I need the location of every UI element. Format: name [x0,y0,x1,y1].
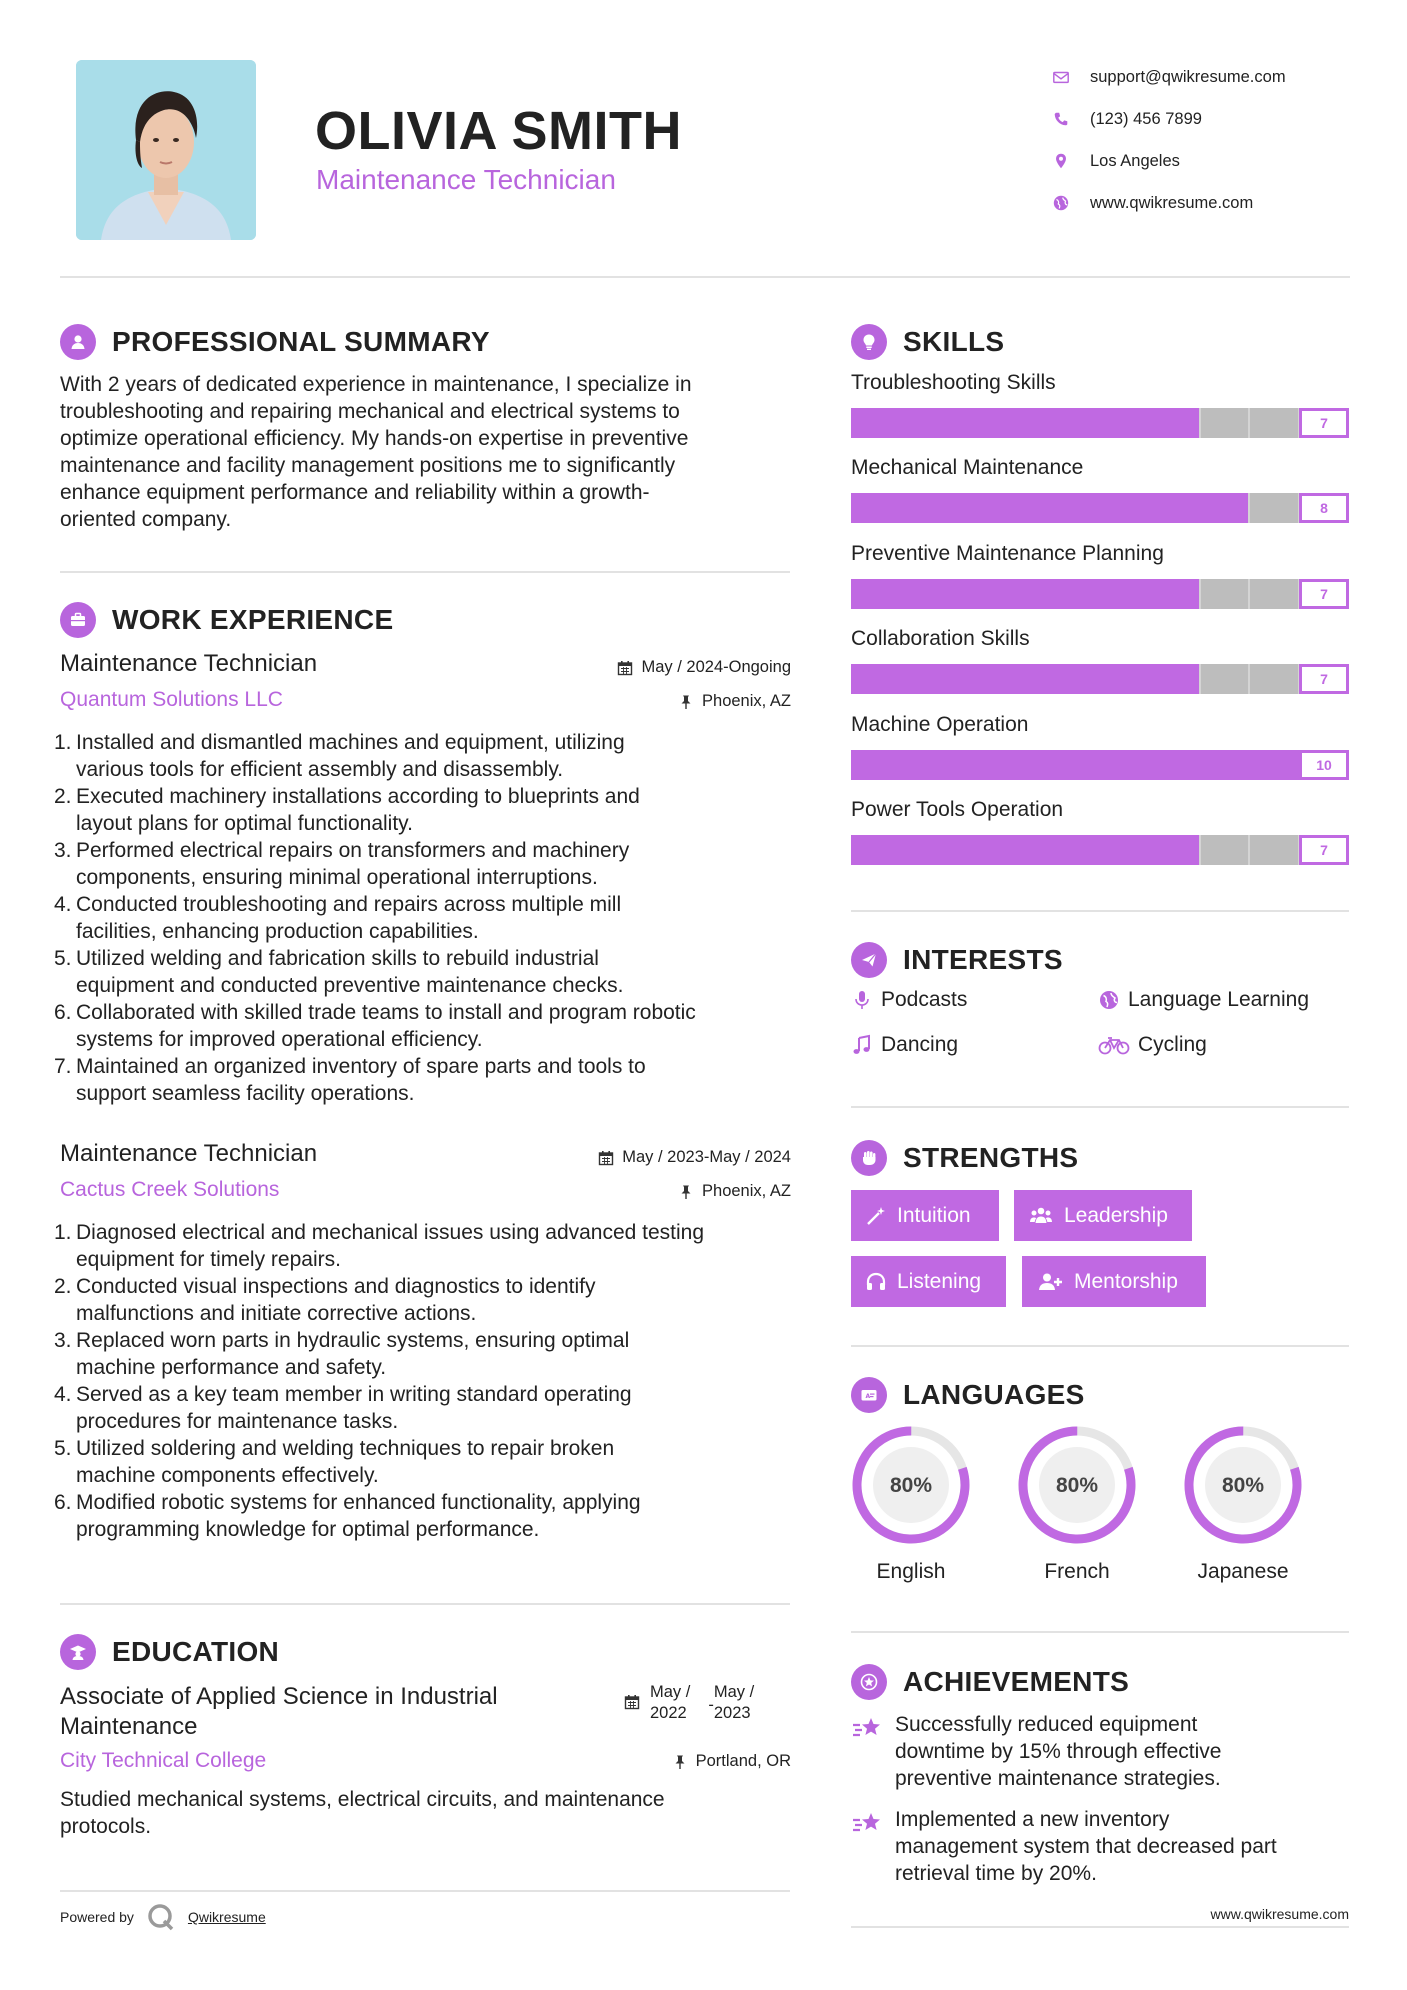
skill-bar-tick [1099,408,1101,438]
list-item: 6. Collaborated with skilled trade teams to install and program robotic systems for improved operational efficiency. [54,1001,696,1051]
website-text: www.qwikresume.com [1090,193,1254,212]
skill-bar-tick [1199,408,1201,438]
skill-bar-tick [950,579,952,609]
experience-heading [60,602,393,638]
job-title: Maintenance Technician [60,1140,318,1167]
footer-powered-by [60,1902,266,1932]
strength-label: Listening [897,1269,982,1293]
skill-bar-tick [999,579,1001,609]
skill-bar-tick [1199,835,1201,865]
education-title: EDUCATION [112,1636,280,1667]
skill-bar-fill [851,835,1200,865]
job-title: Maintenance Technician [60,650,318,677]
skill-bar-tick [950,493,952,523]
interest-item-language-learning [1098,988,1309,1012]
skill-bar-tick [900,835,902,865]
job-location-text: Phoenix, AZ [702,1182,791,1200]
summary-line: troubleshooting and repairing mechanical and electrical systems to [60,400,680,423]
globe-icon [1052,194,1070,212]
skill-bar-tick [900,408,902,438]
education-date [624,1682,754,1724]
paper-plane-icon [851,942,887,978]
skill-value-badge: 7 [1299,664,1349,694]
skill-bar-tick [1149,835,1151,865]
language-label: English [876,1560,946,1583]
degree-line: Maintenance [60,1713,198,1740]
skill-bar-tick [1049,750,1051,780]
edu-location-text: Portland, OR [695,1752,791,1770]
job-date-text: May / 2023-May / 2024 [622,1148,791,1166]
skill-bar-tick [1049,493,1051,523]
skill-bar [851,493,1349,523]
skill-bar [851,408,1349,438]
briefcase-icon [60,602,96,638]
skill-bar-tick [1248,408,1250,438]
pushpin-icon [672,1754,688,1770]
skill-bar-tick [900,493,902,523]
summary-heading [60,324,490,360]
edu-date-sep: - [708,1696,714,1714]
job-date [617,658,791,677]
star-badge-icon [851,1664,887,1700]
strength-label: Intuition [897,1203,971,1227]
summary-divider [60,571,790,573]
pushpin-icon [678,1184,694,1200]
skill-bar-fill [851,664,1200,694]
languages-heading [851,1377,1085,1413]
skill-value-badge: 8 [1299,493,1349,523]
interest-item-dancing [851,1033,958,1057]
skill-value-badge: 7 [1299,579,1349,609]
languages-title: LANGUAGES [903,1379,1085,1410]
skill-bar-tick [950,664,952,694]
languages-divider [851,1631,1349,1633]
skill-label: Machine Operation [851,712,1029,736]
education-heading [60,1634,279,1670]
job-bullets [54,729,808,1107]
headphones-icon [865,1271,887,1293]
skill-bar-tick [1248,750,1250,780]
microphone-icon [851,989,873,1011]
job-location [678,692,791,711]
skills-divider [851,910,1349,912]
shooting-star-icon [851,1711,885,1745]
brand-link[interactable]: Qwikresume [187,1909,266,1925]
achievements-divider [851,1926,1349,1928]
candidate-name: OLIVIA SMITH [315,101,682,161]
summary-title: PROFESSIONAL SUMMARY [112,326,490,357]
strengths-heading [851,1140,1078,1176]
calendar-icon [617,660,633,676]
contact-location [1050,140,1370,182]
skill-bar-tick [1049,664,1051,694]
location-text: Los Angeles [1090,151,1180,170]
skill-bar-tick [1049,579,1051,609]
summary-line: oriented company. [60,508,232,531]
interest-label: Cycling [1138,1033,1207,1056]
header-divider [60,276,1350,278]
footer-website[interactable]: www.qwikresume.com [1210,1906,1349,1922]
globe-icon [1098,989,1120,1011]
qwikresume-logo-icon [146,1902,176,1932]
contact-phone[interactable] [1050,98,1370,140]
skill-bar-tick [1199,579,1201,609]
strengths-divider [851,1345,1349,1347]
achievement-line: retrieval time by 20%. [895,1862,1097,1885]
shooting-star-icon [851,1806,885,1840]
job-bullets [54,1219,808,1543]
skill-bar-tick [1149,408,1151,438]
skill-bar-tick [1149,750,1151,780]
summary-line: maintenance and facility management positions me to significantly [60,454,676,477]
candidate-role: Maintenance Technician [316,164,616,195]
language-card-icon [851,1377,887,1413]
phone-icon [1052,110,1070,128]
skill-bar [851,579,1349,609]
skill-bar-tick [1099,664,1101,694]
language-label: French [1044,1560,1110,1583]
interests-heading [851,942,1063,978]
skill-label: Preventive Maintenance Planning [851,541,1164,565]
bicycle-icon [1098,1034,1130,1056]
interests-title: INTERESTS [903,944,1063,975]
achievements-title: ACHIEVEMENTS [903,1666,1130,1697]
graduate-icon [60,1634,96,1670]
list-item: 7. Maintained an organized inventory of spare parts and tools to support seamless facility operations. [54,1055,646,1105]
skill-bar-fill [851,408,1200,438]
music-note-icon [851,1034,873,1056]
skill-label: Troubleshooting Skills [851,371,1056,394]
achievement-line: preventive maintenance strategies. [895,1767,1221,1790]
job-location-text: Phoenix, AZ [702,692,791,710]
skill-bar-tick [1199,750,1201,780]
strength-tag-mentorship [1022,1256,1206,1307]
skill-bar-tick [1248,664,1250,694]
strength-tag-leadership [1014,1190,1192,1241]
degree-title [60,1682,498,1742]
strengths-title: STRENGTHS [903,1142,1079,1173]
experience-divider [60,1603,790,1605]
summary-text [60,371,800,533]
language-percent: 80% [1055,1474,1099,1497]
list-item: 2. Conducted visual inspections and diagnostics to identify malfunctions and initiate corrective actions. [54,1275,596,1325]
language-progress-ring [1182,1424,1304,1546]
edu-desc-line: protocols. [60,1815,152,1838]
achievement-item [851,1806,1277,1887]
user-plus-icon [1036,1271,1064,1293]
skill-bar-tick [900,664,902,694]
skill-bar-tick [1099,493,1101,523]
skill-label: Collaboration Skills [851,627,1030,651]
skill-bar [851,835,1349,865]
profile-photo [76,60,256,240]
skill-bar [851,750,1349,780]
skill-bar-tick [950,408,952,438]
strength-label: Mentorship [1074,1269,1178,1293]
skill-bar-tick [1248,579,1250,609]
summary-line: enhance equipment performance and reliability within a growth- [60,481,650,504]
job-company: Quantum Solutions LLC [60,688,283,711]
skill-bar-tick [1248,493,1250,523]
skill-bar-tick [1049,835,1051,865]
envelope-icon [1052,68,1070,86]
skill-bar-tick [1049,408,1051,438]
education-description [60,1786,800,1840]
skill-bar-tick [999,493,1001,523]
edu-date-start: 2022 [650,1704,687,1722]
skill-bar-tick [1149,579,1151,609]
list-item: 2. Executed machinery installations according to blueprints and layout plans for optimal functionality. [54,785,640,835]
interest-label: Language Learning [1128,988,1310,1011]
achievement-line: Successfully reduced equipment [895,1713,1198,1736]
job-date-text: May / 2024-Ongoing [641,658,791,676]
contact-email[interactable] [1050,56,1370,98]
experience-title: WORK EXPERIENCE [112,604,394,635]
skill-bar-tick [900,750,902,780]
language-percent: 80% [1221,1474,1265,1497]
achievement-item [851,1711,1221,1792]
skill-bar-tick [999,664,1001,694]
skills-title: SKILLS [903,326,1005,357]
interest-label: Podcasts [881,988,968,1011]
job-location [678,1182,791,1201]
powered-by-text: Powered by [60,1909,134,1925]
svg-text:A: A [865,1393,871,1400]
phone-text: (123) 456 7899 [1090,109,1202,128]
map-pin-icon [1052,152,1070,170]
skill-bar-tick [1199,493,1201,523]
language-progress-ring [850,1424,972,1546]
skill-bar-tick [1149,664,1151,694]
strength-label: Leadership [1064,1203,1168,1227]
list-item: 3. Replaced worn parts in hydraulic systems, ensuring optimal machine performance and safety. [54,1329,630,1379]
achievements-heading [851,1664,1129,1700]
email-text: support@qwikresume.com [1090,67,1286,86]
skill-bar-tick [1199,664,1201,694]
skill-bar-tick [950,750,952,780]
skill-bar-tick [999,408,1001,438]
skills-heading [851,324,1004,360]
skill-bar-tick [1099,579,1101,609]
interest-label: Dancing [881,1033,959,1056]
interest-item-podcasts [851,988,967,1012]
edu-date-end: May / [713,1683,755,1701]
list-item: 1. Diagnosed electrical and mechanical issues using advanced testing equipment for timely repairs. [54,1221,705,1271]
degree-line: Associate of Applied Science in Industrial [60,1683,498,1710]
edu-desc-line: Studied mechanical systems, electrical circuits, and maintenance [60,1788,665,1811]
skill-label: Power Tools Operation [851,798,1064,821]
achievement-line: Implemented a new inventory [895,1808,1170,1831]
interests-divider [851,1106,1349,1108]
job-company: Cactus Creek Solutions [60,1178,280,1201]
job-date [598,1148,791,1167]
skill-bar-tick [1099,835,1101,865]
contact-website[interactable] [1050,182,1370,224]
list-item: 4. Served as a key team member in writing standard operating procedures for maintenance tasks. [54,1383,632,1433]
strength-tag-listening [851,1256,1006,1307]
contact-list [1050,56,1370,224]
list-item: 4. Conducted troubleshooting and repairs across multiple mill facilities, enhancing production capabilities. [54,893,622,943]
skill-bar-tick [1248,835,1250,865]
language-label: Japanese [1197,1560,1289,1583]
achievement-line: downtime by 15% through effective [895,1740,1222,1763]
language-progress-ring [1016,1424,1138,1546]
list-item: 5. Utilized welding and fabrication skills to rebuild industrial equipment and conducted preventive maintenance checks. [54,947,624,997]
pushpin-icon [678,694,694,710]
calendar-icon [598,1150,614,1166]
user-icon [60,324,96,360]
school-name: City Technical College [60,1749,267,1772]
interest-item-cycling [1098,1033,1207,1057]
skill-bar-fill [851,579,1200,609]
magic-wand-icon [865,1205,887,1227]
skill-bar-tick [950,835,952,865]
calendar-icon [624,1694,640,1710]
fist-icon [851,1140,887,1176]
list-item: 6. Modified robotic systems for enhanced functionality, applying programming knowledge for optimal performance. [54,1491,641,1541]
skill-value-badge: 7 [1299,408,1349,438]
skill-bar [851,664,1349,694]
skill-bar-tick [1099,750,1101,780]
users-icon [1028,1205,1054,1227]
list-item: 3. Performed electrical repairs on transformers and machinery components, ensuring minimal operational interruptions. [54,839,630,889]
skill-bar-tick [999,750,1001,780]
skill-bar-tick [999,835,1001,865]
strength-tag-intuition [851,1190,999,1241]
edu-date-end: 2023 [713,1704,751,1722]
list-item: 5. Utilized soldering and welding techniques to repair broken machine components effectively. [54,1437,615,1487]
education-location [672,1752,791,1771]
achievement-line: management system that decreased part [895,1835,1277,1858]
education-divider [60,1890,790,1892]
summary-line: With 2 years of dedicated experience in maintenance, I specialize in [60,373,692,396]
skill-value-badge: 10 [1299,750,1349,780]
list-item: 1. Installed and dismantled machines and equipment, utilizing various tools for efficient assembly and disassembly. [54,731,625,781]
skill-bar-tick [900,579,902,609]
lightbulb-icon [851,324,887,360]
edu-date-start: May / [650,1683,691,1701]
language-percent: 80% [889,1474,933,1497]
skill-bar-tick [1149,493,1151,523]
skill-label: Mechanical Maintenance [851,456,1084,480]
summary-line: optimize operational efficiency. My hands-on expertise in preventive [60,427,689,450]
skill-value-badge: 7 [1299,835,1349,865]
